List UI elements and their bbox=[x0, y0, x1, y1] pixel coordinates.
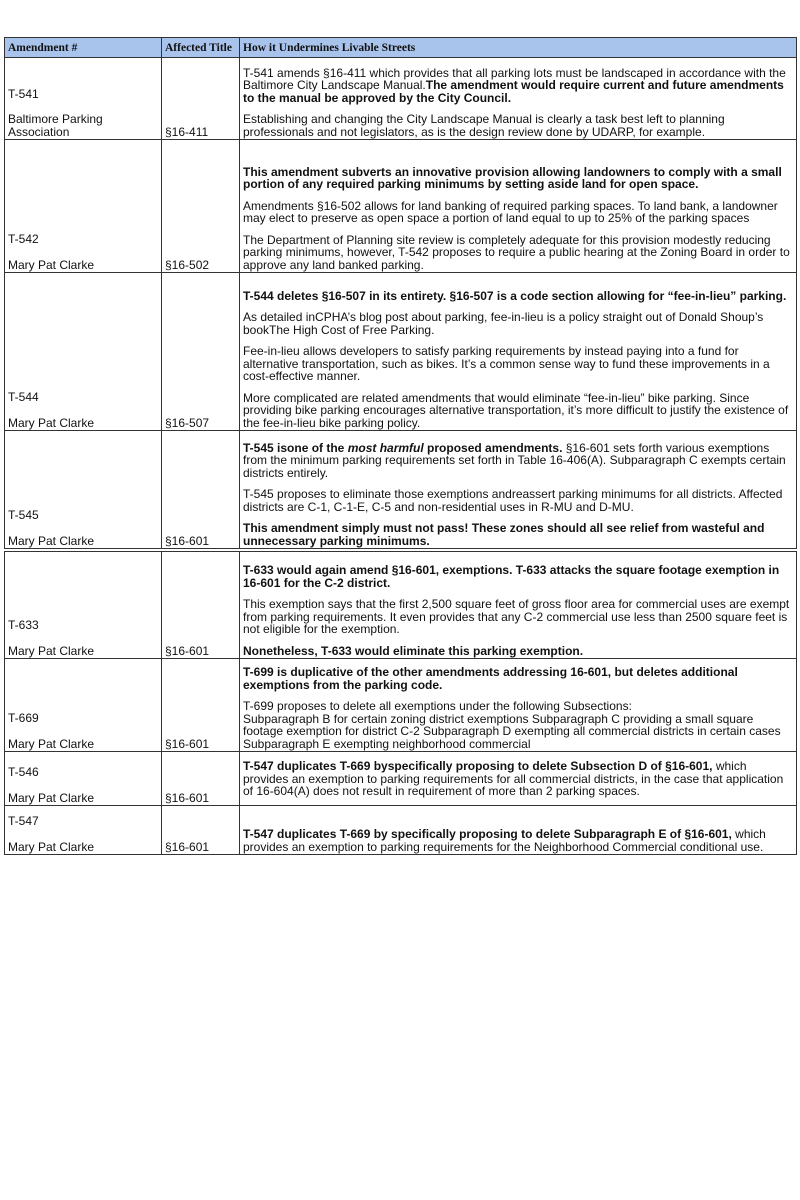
sponsor: Mary Pat Clarke bbox=[8, 790, 95, 805]
description-text: T-541 amends §16-411 which provides that all parking lots must be landscaped in accordance with the Baltimore City Landscape Manual. bbox=[243, 65, 786, 92]
description-cell bbox=[240, 806, 797, 855]
table-row bbox=[5, 752, 797, 806]
affected-section: §16-411 bbox=[162, 58, 240, 140]
description-paragraph: Fee-in-lieu allows developers to satisfy parking requirements by instead paying into a fund for alternative transportation, such as bikes. It’s a common sense way to fund these improvements in a cost-effective manner. bbox=[243, 344, 770, 383]
description-paragraph: This exemption says that the first 2,500 square feet of gross floor area for commercial uses are exempt from parking requirements. It even provides that any C-2 commercial use less than 2500 square feet is not eligible for the exemption. bbox=[243, 597, 790, 636]
table-row bbox=[5, 58, 797, 140]
description-bold: proposed amendments. bbox=[423, 440, 563, 455]
table-header-row bbox=[5, 38, 797, 58]
description-cell bbox=[240, 58, 797, 140]
table-row bbox=[5, 659, 797, 752]
header-amendment: Amendment # bbox=[5, 38, 162, 58]
table-row bbox=[5, 431, 797, 549]
description-cell bbox=[240, 659, 797, 752]
amendment-number: T-544 bbox=[8, 390, 39, 404]
table-row bbox=[5, 806, 797, 855]
description-bold: T-547 duplicates T-669 byspecifically proposing to delete Subsection D of §16-601, bbox=[243, 759, 713, 774]
description-paragraph: The Department of Planning site review is completely adequate for this provision modestly reducing parking minimums, however, T-542 proposes to require a public hearing at the Zoning Board in order to approve any land banked parking. bbox=[243, 232, 790, 272]
amendment-number: T-547 bbox=[8, 814, 39, 828]
amendment-cell bbox=[5, 659, 162, 752]
amendment-cell bbox=[5, 806, 162, 855]
description-text: which provides an exemption to parking requirements for all commercial districts, in the case that application of 16-604(A) does not result in requirement of more than 2 parking spaces. bbox=[243, 759, 784, 799]
description-paragraph: As detailed inCPHA’s blog post about parking, fee-in-lieu is a policy straight out of Donald Shoup’s bookThe High Cost of Free Parking. bbox=[243, 310, 764, 337]
amendment-number: T-541 bbox=[8, 86, 39, 101]
amendment-cell bbox=[5, 431, 162, 549]
sponsor: Mary Pat Clarke bbox=[8, 415, 95, 430]
description-bold: T-547 duplicates T-669 by specifically proposing to delete Subparagraph E of §16-601, bbox=[243, 827, 732, 841]
amendment-number: T-546 bbox=[8, 765, 39, 779]
sponsor: Mary Pat Clarke bbox=[8, 839, 95, 854]
header-how-undermines: How it Undermines Livable Streets bbox=[240, 38, 797, 58]
description-cell bbox=[240, 140, 797, 273]
amendment-number: T-633 bbox=[8, 618, 39, 632]
description-cell bbox=[240, 431, 797, 549]
sponsor: Mary Pat Clarke bbox=[8, 736, 95, 751]
header-affected-title: Affected Title bbox=[162, 38, 240, 58]
amendment-cell bbox=[5, 58, 162, 140]
affected-section: §16-601 bbox=[162, 752, 240, 806]
description-text: which provides an exemption to parking requirements for the Neighborhood Commercial conditional use. bbox=[243, 827, 766, 854]
description-text: T-699 proposes to delete all exemptions under the following Subsections: bbox=[243, 699, 632, 713]
table-row bbox=[5, 552, 797, 659]
description-bold: The amendment would require current and future amendments to the manual be approved by the City Council. bbox=[243, 78, 784, 105]
affected-section: §16-601 bbox=[162, 806, 240, 855]
sponsor: Mary Pat Clarke bbox=[8, 643, 95, 658]
description-emphasis: most harmful bbox=[347, 440, 424, 455]
description-paragraph: More complicated are related amendments that would eliminate “fee-in-lieu” bike parking. Since providing bike parking encourages alternative transportation, it’s more difficult to justify the existence of the fee-in-lieu bike parking policy. bbox=[243, 390, 789, 430]
amendment-cell bbox=[5, 140, 162, 273]
table-row bbox=[5, 140, 797, 273]
amendments-table bbox=[4, 37, 797, 855]
amendment-number: T-669 bbox=[8, 711, 39, 725]
table-row bbox=[5, 273, 797, 431]
description-paragraph: T-633 would again amend §16-601, exemptions. T-633 attacks the square footage exemption in 16-601 for the C-2 district. bbox=[243, 563, 780, 590]
description-paragraph: T-545 proposes to eliminate those exemptions andreassert parking minimums for all districts. Affected districts are C-1, C-1-E, C-5 and non-residential uses in R-MU and D-MU. bbox=[243, 487, 783, 514]
sponsor: Mary Pat Clarke bbox=[8, 533, 95, 548]
amendment-number: T-545 bbox=[8, 508, 39, 522]
description-paragraph: T-699 is duplicative of the other amendments addressing 16-601, but deletes additional exemptions from the parking code. bbox=[243, 665, 738, 692]
sponsor: Mary Pat Clarke bbox=[8, 257, 95, 272]
description-bold: T-545 isone of the bbox=[243, 440, 348, 455]
amendment-cell bbox=[5, 552, 162, 659]
description-text: §16-601 sets forth various exemptions from the minimum parking requirements set forth in Table 16-406(A). Subparagraph C exempts certain districts entirely. bbox=[243, 440, 786, 480]
description-paragraph: This amendment simply must not pass! These zones should all see relief from wasteful and unnecessary parking minimums. bbox=[243, 521, 765, 548]
description-cell bbox=[240, 273, 797, 431]
description-paragraph: Establishing and changing the City Landscape Manual is clearly a task best left to planning professionals and not legislators, as is the design review done by UDARP, for example. bbox=[243, 112, 725, 139]
affected-section: §16-601 bbox=[162, 659, 240, 752]
description-paragraph: T-544 deletes §16-507 in its entirety. §16-507 is a code section allowing for “fee-in-lieu” parking. bbox=[243, 288, 787, 303]
description-cell bbox=[240, 752, 797, 806]
amendment-number: T-542 bbox=[8, 232, 39, 246]
amendment-cell bbox=[5, 752, 162, 806]
description-paragraph: Amendments §16-502 allows for land banking of required parking spaces. To land bank, a landowner may elect to preserve as open space a portion of land equal to up to 25% of the parking spaces bbox=[243, 198, 778, 225]
sponsor: Baltimore Parking Association bbox=[8, 112, 103, 139]
affected-section: §16-601 bbox=[162, 431, 240, 549]
affected-section: §16-601 bbox=[162, 552, 240, 659]
affected-section: §16-507 bbox=[162, 273, 240, 431]
description-cell bbox=[240, 552, 797, 659]
description-text: Subparagraph B for certain zoning district exemptions Subparagraph C providing a small square footage exemption for district C-2 Subparagraph D exempting all commercial districts in certain cases Subparagraph E exempting neighborhood commercial bbox=[243, 711, 781, 751]
description-paragraph: This amendment subverts an innovative provision allowing landowners to comply with a small portion of any required parking minimums by setting aside land for open space. bbox=[243, 164, 782, 191]
amendment-cell bbox=[5, 273, 162, 431]
description-paragraph: Nonetheless, T-633 would eliminate this parking exemption. bbox=[243, 643, 584, 658]
affected-section: §16-502 bbox=[162, 140, 240, 273]
